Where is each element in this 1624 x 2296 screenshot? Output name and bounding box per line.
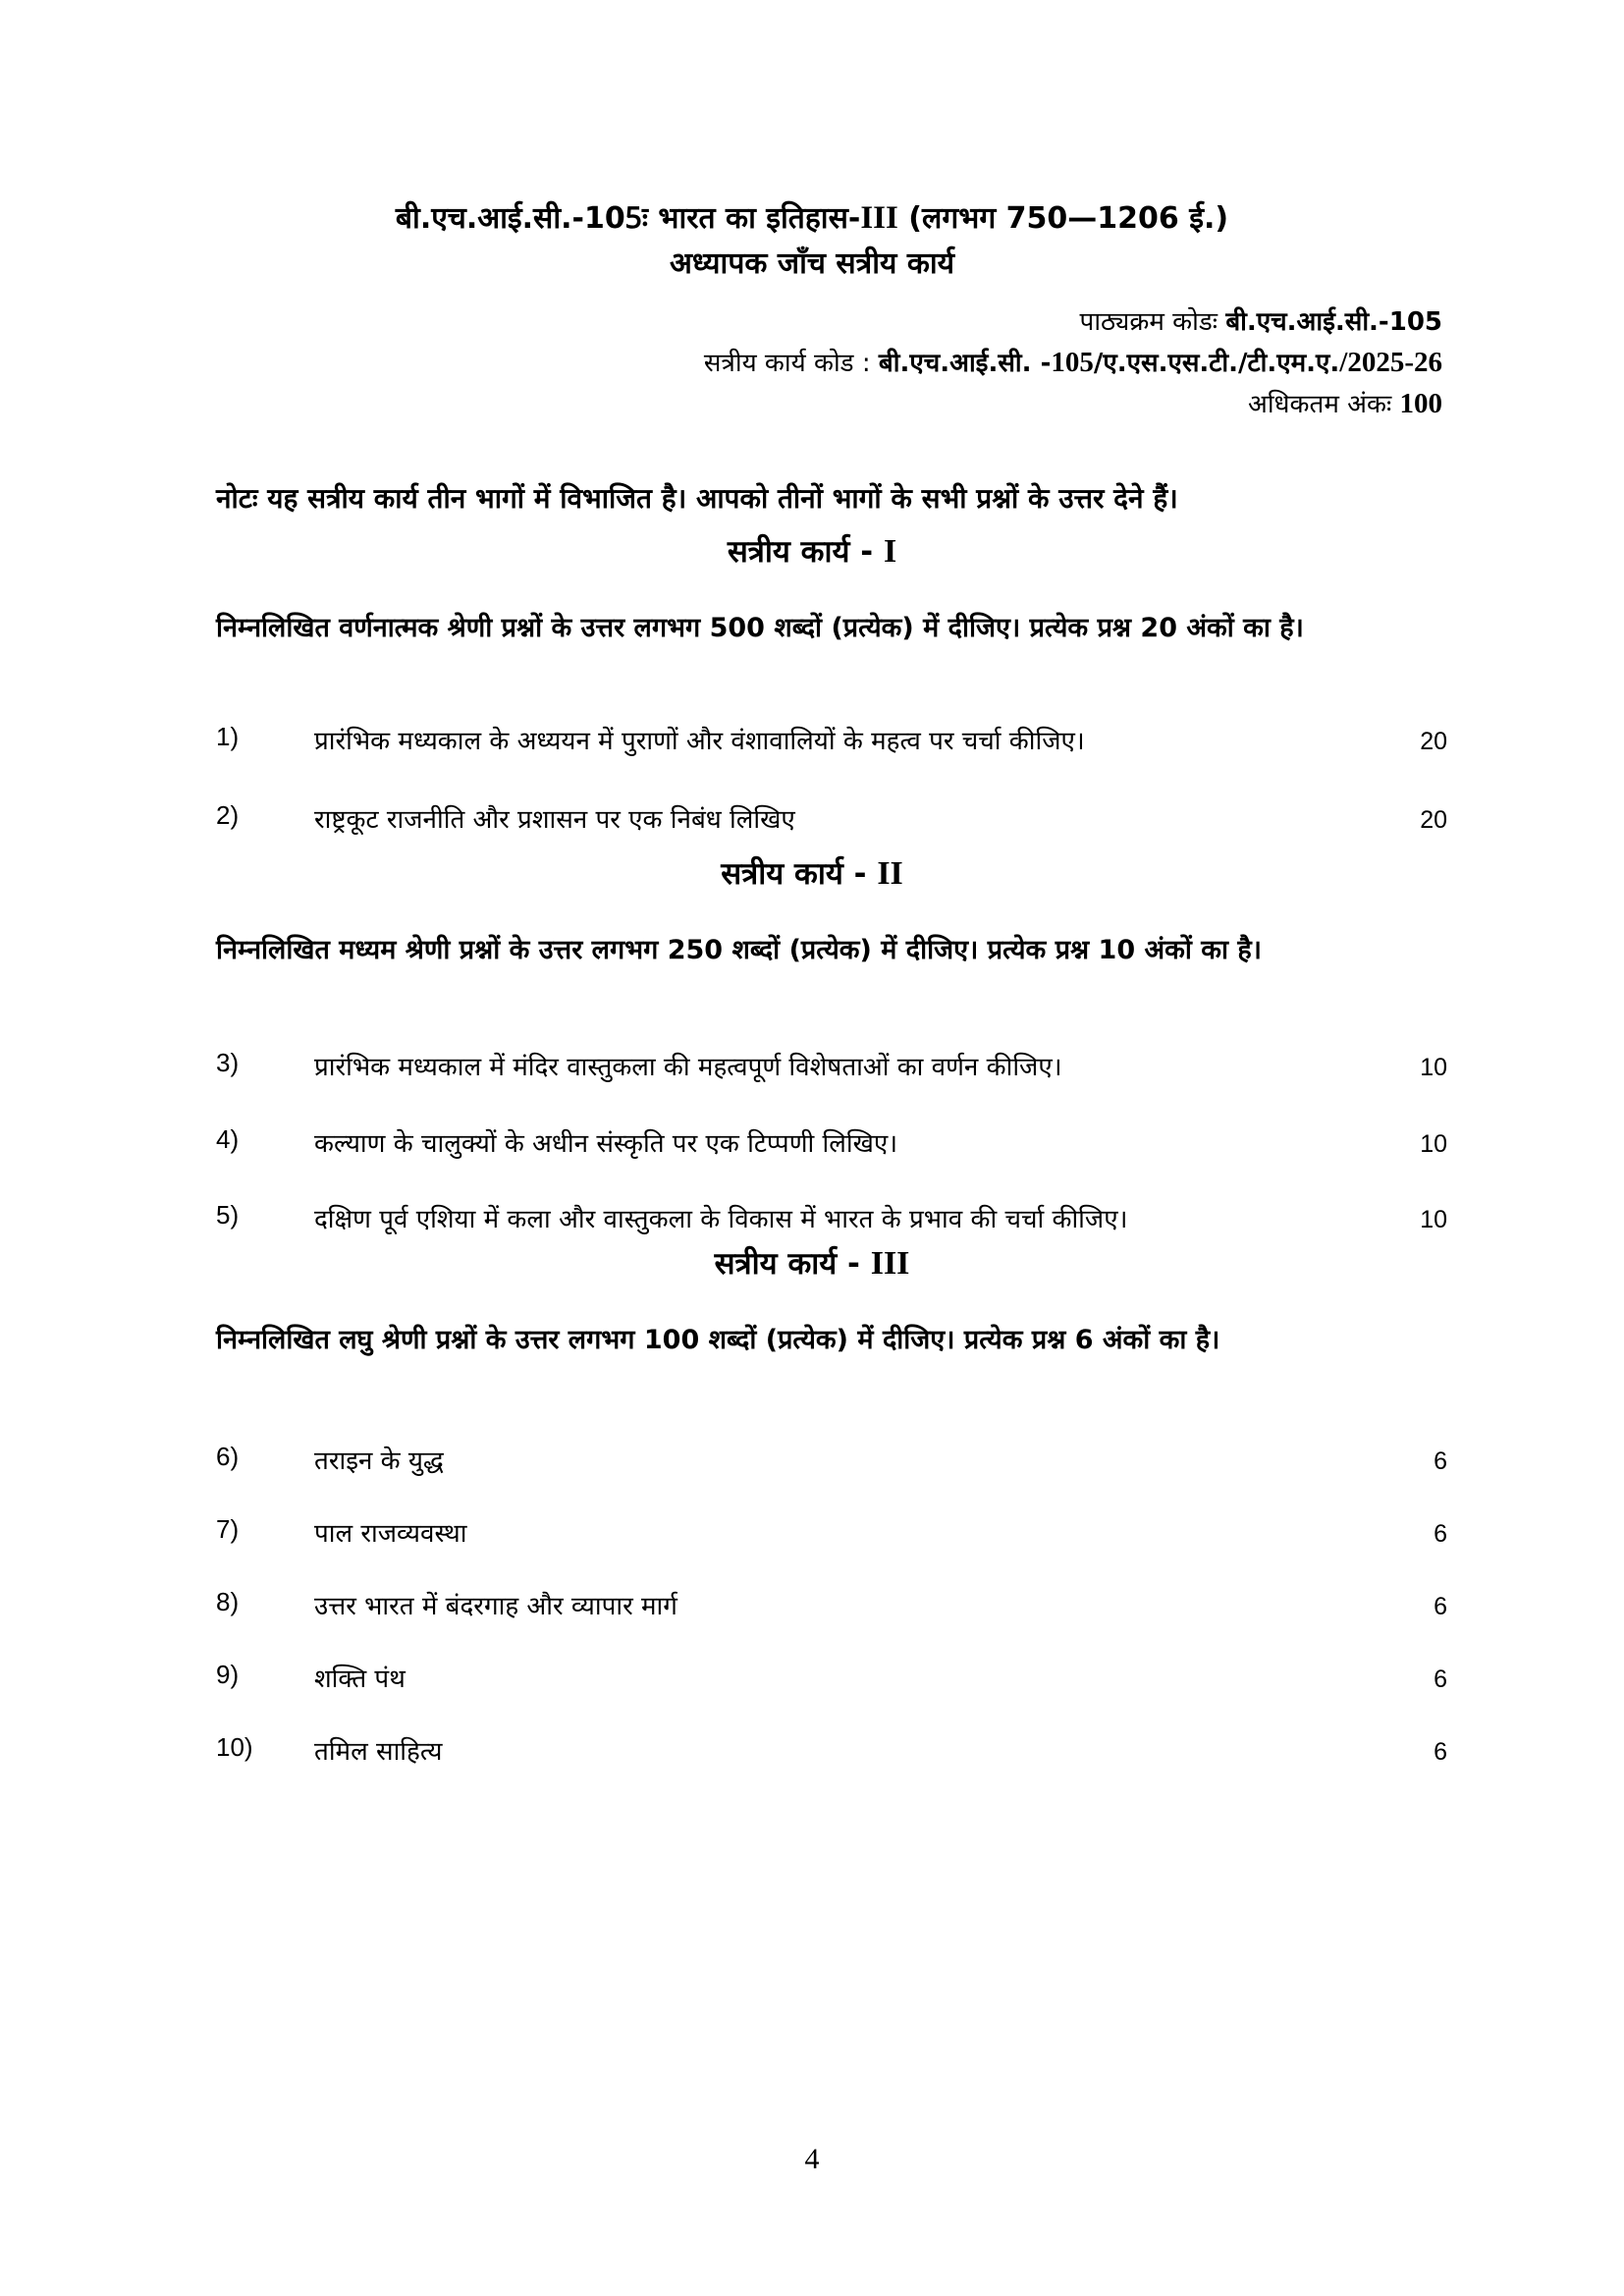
question-number: 7) [216,1514,240,1544]
question-text: कल्याण के चालुक्यों के अधीन संस्कृति पर एक टिप्पणी लिखिए। [314,1129,898,1159]
assignment-type-title: अध्यापक जाँच सत्रीय कार्य [669,246,955,281]
course-title [0,196,1624,237]
question-marks: 6 [1434,1520,1447,1548]
question-number: 6) [216,1442,240,1471]
question-text: उत्तर भारत में बंदरगाह और व्यापार मार्ग [314,1592,677,1621]
question-number: 5) [216,1200,240,1230]
question-number: 3) [216,1048,240,1077]
max-marks-value: 100 [1399,388,1442,419]
question-text: तराइन के युद्ध [314,1447,444,1476]
section-title-prefix: सत्रीय कार्य - [727,534,884,570]
max-marks [1248,385,1442,420]
assignment-code-value-a: बी.एच.आई.सी. - [878,349,1052,378]
question-item [216,1200,1447,1239]
question-marks: 6 [1434,1738,1447,1766]
section-instruction-2: निम्नलिखित मध्यम श्रेणी प्रश्नों के उत्तर लगभग 250 शब्दों (प्रत्येक) में दीजिए। प्रत्येक प्रश्न 10 अंकों का है। [216,935,1262,965]
question-text: तमिल साहित्य [314,1737,443,1767]
assignment-code-value-f: /2025-26 [1339,347,1442,378]
question-item [216,1048,1447,1087]
course-title-period: (लगभग 750—1206 ई.) [897,201,1229,236]
question-item [216,722,1447,761]
question-text: पाल राजव्यवस्था [314,1519,467,1549]
section-title-roman: II [877,855,903,892]
question-marks: 20 [1420,728,1447,755]
course-title-roman: III [860,200,898,236]
question-marks: 20 [1420,806,1447,834]
section-title-3 [0,1242,1624,1284]
section-title-1 [0,530,1624,572]
course-title-part: बी.एच.आई.सी.-105ः भारत का इतिहास- [395,201,861,236]
question-number: 8) [216,1587,240,1616]
question-number: 9) [216,1660,240,1689]
section-title-2 [0,852,1624,894]
assignment-code-value-d: / [1238,349,1248,378]
question-item [216,800,1447,840]
question-text: प्रारंभिक मध्यकाल के अध्ययन में पुराणों और वंशावालियों के महत्व पर चर्चा कीजिए। [314,727,1085,756]
max-marks-label: अधिकतम अंकः [1247,390,1400,419]
question-marks: 10 [1420,1206,1447,1233]
question-number: 4) [216,1124,240,1154]
question-marks: 6 [1434,1593,1447,1620]
question-item [216,1442,1447,1481]
question-number: 10) [216,1732,253,1762]
assignment-code-label: सत्रीय कार्य कोड : [703,349,879,378]
assignment-code-value-c: /ए.एस.एस.टी. [1093,349,1238,378]
question-item [216,1514,1447,1554]
question-marks: 10 [1420,1054,1447,1081]
assignment-code-value-e: टी.एम.ए. [1247,349,1340,378]
section-instruction-3: निम्नलिखित लघु श्रेणी प्रश्नों के उत्तर लगभग 100 शब्दों (प्रत्येक) में दीजिए। प्रत्येक प्रश्न 6 अंकों का है। [216,1325,1220,1355]
section-title-prefix: सत्रीय कार्य - [714,1246,871,1282]
section-instruction-1: निम्नलिखित वर्णनात्मक श्रेणी प्रश्नों के उत्तर लगभग 500 शब्दों (प्रत्येक) में दीजिए। प्रत्येक प्रश्न 20 अंकों का है। [216,613,1304,643]
question-marks: 10 [1420,1130,1447,1158]
question-item [216,1587,1447,1626]
question-text: शक्ति पंथ [314,1665,406,1694]
section-title-roman: I [883,533,897,570]
question-marks: 6 [1434,1666,1447,1693]
instructions-note: नोटः यह सत्रीय कार्य तीन भागों में विभाजित है। आपको तीनों भागों के सभी प्रश्नों के उत्तर देने हैं। [216,482,1178,515]
section-title-prefix: सत्रीय कार्य - [721,856,878,892]
question-item [216,1732,1447,1772]
question-marks: 6 [1434,1448,1447,1475]
course-code-value: बी.एच.आई.सी.-105 [1225,307,1442,337]
page-number: 4 [804,2143,820,2175]
question-text: प्रारंभिक मध्यकाल में मंदिर वास्तुकला की महत्वपूर्ण विशेषताओं का वर्णन कीजिए। [314,1053,1062,1082]
assignment-code-value-b: 105 [1051,347,1094,378]
course-code-label: पाठ्यक्रम कोडः [1079,307,1226,337]
question-number: 1) [216,722,240,751]
section-title-roman: III [870,1245,910,1282]
course-code [1080,302,1442,338]
question-number: 2) [216,800,240,830]
question-text: राष्ट्रकूट राजनीति और प्रशासन पर एक निबंध लिखिए [314,805,795,835]
assignment-code [704,344,1442,379]
question-item [216,1660,1447,1699]
question-item [216,1124,1447,1164]
question-text: दक्षिण पूर्व एशिया में कला और वास्तुकला के विकास में भारत के प्रभाव की चर्चा कीजिए। [314,1205,1128,1234]
